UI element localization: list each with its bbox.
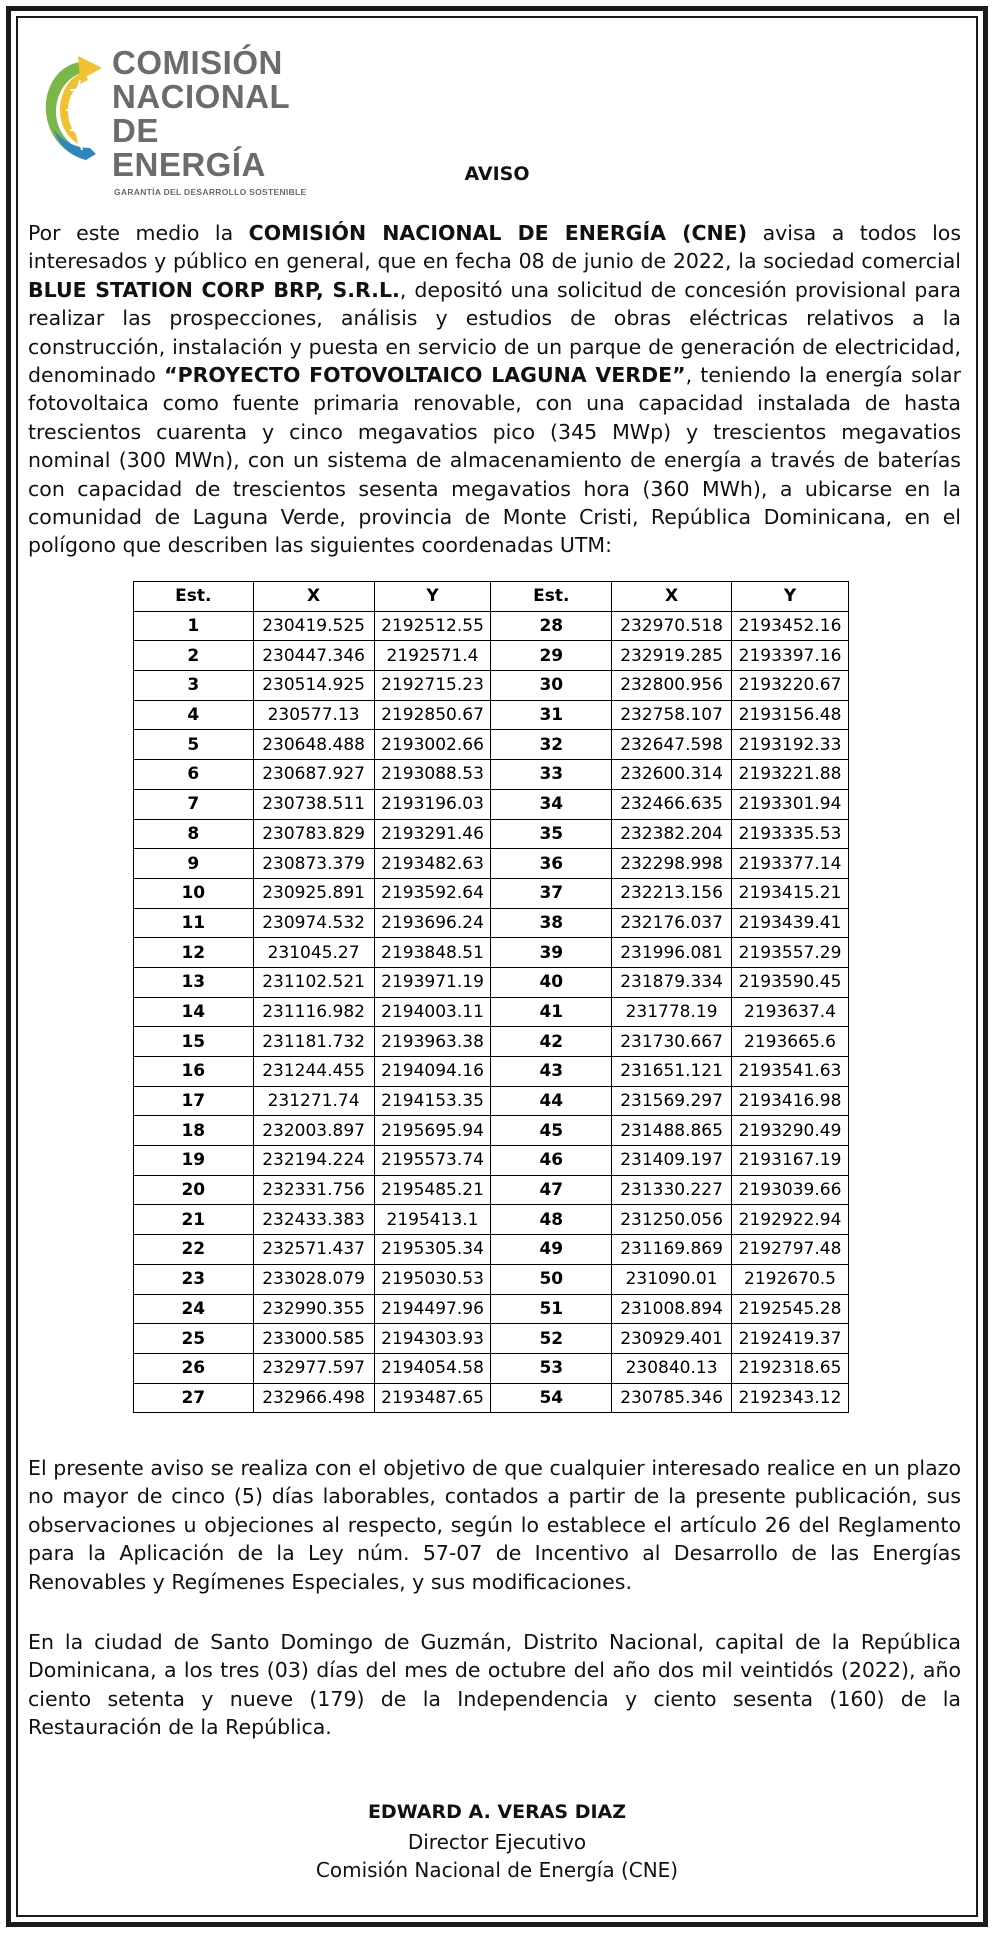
cell-y: 2195305.34 <box>374 1235 491 1265</box>
intro-bold-company: BLUE STATION CORP BRP, S.R.L. <box>28 277 400 302</box>
intro-text-4: , teniendo la energía solar fotovoltaica como fuente primaria renovable, con una capacidad instalada de hasta trescientos cuarenta y cinco megavatios pico (345 MWp) y trescientos megavatios nominal (300 MWn), con un sistema de almacenamiento de energía a través de baterías con capacidad de trescientos sesenta megavatios hora (360 MWh), a ubicarse en la comunidad de Laguna Verde, provincia de Monte Cristi, República Dominicana, en el polígono que describen las siguientes coordenadas UTM: <box>28 363 962 558</box>
cell-x: 231996.081 <box>612 938 732 968</box>
cell-est: 25 <box>134 1324 254 1354</box>
cell-est: 46 <box>491 1146 612 1176</box>
cell-est: 54 <box>491 1383 612 1413</box>
logo-line-1: COMISIÓN <box>112 44 283 81</box>
intro-bold-project: “PROYECTO FOTOVOLTAICO LAGUNA VERDE” <box>164 363 686 388</box>
cell-x: 232433.383 <box>253 1205 374 1235</box>
coordinates-table <box>133 581 849 1413</box>
cell-y: 2192343.12 <box>732 1383 849 1413</box>
intro-text-1: Por este medio la <box>28 221 249 245</box>
cell-est: 13 <box>134 967 254 997</box>
deadline-paragraph: El presente aviso se realiza con el objetivo de que cualquier interesado realice en un plazo no mayor de cinco (5) días laborables, contados a partir de la presente publicación, sus observaciones u objeciones al respecto, según lo establece el artículo 26 del Reglamento para la Aplicación de la Ley núm. 57-07 de Incentivo al Desarrollo de las Energías Renovables y Regímenes Especiales, y sus modificaciones. <box>28 1456 961 1594</box>
table-row <box>134 1057 849 1087</box>
cell-x: 232647.598 <box>612 730 732 760</box>
cell-x: 231409.197 <box>612 1146 732 1176</box>
cell-est: 2 <box>134 641 254 671</box>
cell-x: 231244.455 <box>253 1057 374 1087</box>
cell-y: 2193541.63 <box>732 1057 849 1087</box>
cell-est: 33 <box>491 760 612 790</box>
table-row <box>134 1235 849 1265</box>
cell-y: 2193971.19 <box>374 967 491 997</box>
cell-y: 2193963.38 <box>374 1027 491 1057</box>
cell-x: 232003.897 <box>253 1116 374 1146</box>
cell-est: 18 <box>134 1116 254 1146</box>
cell-y: 2192797.48 <box>732 1235 849 1265</box>
cell-est: 6 <box>134 760 254 790</box>
cell-y: 2193696.24 <box>374 908 491 938</box>
header-y: Y <box>374 582 491 612</box>
cell-x: 231778.19 <box>612 997 732 1027</box>
cell-y: 2193848.51 <box>374 938 491 968</box>
cell-y: 2193156.48 <box>732 700 849 730</box>
cell-est: 26 <box>134 1353 254 1383</box>
intro-text-2: avisa a todos los interesados y público en general, que en fecha 08 de junio de 2022, la sociedad comercial <box>28 221 961 274</box>
cell-x: 231250.056 <box>612 1205 732 1235</box>
cell-x: 232977.597 <box>253 1353 374 1383</box>
cell-x: 231102.521 <box>253 967 374 997</box>
cell-y: 2193301.94 <box>732 789 849 819</box>
cell-y: 2194153.35 <box>374 1086 491 1116</box>
cell-x: 232213.156 <box>612 878 732 908</box>
cell-y: 2194054.58 <box>374 1353 491 1383</box>
intro-paragraph <box>28 219 961 560</box>
cell-est: 28 <box>491 611 612 641</box>
header-est: Est. <box>491 582 612 612</box>
logo-line-3: ENERGÍA <box>112 146 266 183</box>
signatory-name: EDWARD A. VERAS DIAZ <box>367 1801 627 1823</box>
table-row <box>134 1264 849 1294</box>
cell-est: 53 <box>491 1353 612 1383</box>
cell-x: 231488.865 <box>612 1116 732 1146</box>
table-row <box>134 1027 849 1057</box>
header-x: X <box>612 582 732 612</box>
cell-est: 1 <box>134 611 254 641</box>
cell-est: 23 <box>134 1264 254 1294</box>
cell-y: 2193291.46 <box>374 819 491 849</box>
table-row <box>134 1146 849 1176</box>
cell-est: 7 <box>134 789 254 819</box>
cell-est: 19 <box>134 1146 254 1176</box>
cell-est: 29 <box>491 641 612 671</box>
cell-est: 36 <box>491 849 612 879</box>
cell-est: 37 <box>491 878 612 908</box>
cell-y: 2195573.74 <box>374 1146 491 1176</box>
cell-est: 31 <box>491 700 612 730</box>
logo-line-2: NACIONAL DE <box>112 78 290 149</box>
cell-x: 232466.635 <box>612 789 732 819</box>
cell-x: 232758.107 <box>612 700 732 730</box>
cell-est: 17 <box>134 1086 254 1116</box>
cell-est: 40 <box>491 967 612 997</box>
cell-x: 233000.585 <box>253 1324 374 1354</box>
table-row <box>134 1294 849 1324</box>
cell-x: 232990.355 <box>253 1294 374 1324</box>
cell-y: 2194303.93 <box>374 1324 491 1354</box>
cell-y: 2192715.23 <box>374 671 491 701</box>
cell-est: 12 <box>134 938 254 968</box>
cell-x: 230929.401 <box>612 1324 732 1354</box>
table-row <box>134 671 849 701</box>
globe-arrow-icon <box>40 50 114 168</box>
cne-logo <box>40 44 340 197</box>
cell-est: 22 <box>134 1235 254 1265</box>
header-est: Est. <box>134 582 254 612</box>
cell-y: 2192922.94 <box>732 1205 849 1235</box>
cell-y: 2193590.45 <box>732 967 849 997</box>
table-row <box>134 967 849 997</box>
cell-x: 230687.927 <box>253 760 374 790</box>
cell-est: 49 <box>491 1235 612 1265</box>
cell-x: 232298.998 <box>612 849 732 879</box>
table-row <box>134 1175 849 1205</box>
cell-est: 42 <box>491 1027 612 1057</box>
cell-est: 16 <box>134 1057 254 1087</box>
cell-y: 2193487.65 <box>374 1383 491 1413</box>
signatory-role: Director Ejecutivo <box>407 1830 587 1854</box>
cell-est: 5 <box>134 730 254 760</box>
cell-x: 231569.297 <box>612 1086 732 1116</box>
table-row <box>134 1086 849 1116</box>
cell-y: 2193592.64 <box>374 878 491 908</box>
cell-est: 51 <box>491 1294 612 1324</box>
table-header-row <box>134 582 849 612</box>
cell-x: 231116.982 <box>253 997 374 1027</box>
table-row <box>134 819 849 849</box>
cell-y: 2193290.49 <box>732 1116 849 1146</box>
cell-x: 231090.01 <box>612 1264 732 1294</box>
cell-x: 232966.498 <box>253 1383 374 1413</box>
cell-x: 232970.518 <box>612 611 732 641</box>
cell-y: 2192670.5 <box>732 1264 849 1294</box>
cell-y: 2194497.96 <box>374 1294 491 1324</box>
intro-text-3: , depositó una solicitud de concesión provisional para realizar las prospecciones, análisis y estudios de obras eléctricas relativos a la construcción, instalación y puesta en servicio de un parque de generación de electricidad, denominado <box>28 277 961 388</box>
header-y: Y <box>732 582 849 612</box>
notice-title: AVISO <box>464 163 530 185</box>
cell-x: 230840.13 <box>612 1353 732 1383</box>
cell-x: 230648.488 <box>253 730 374 760</box>
cell-y: 2193221.88 <box>732 760 849 790</box>
cell-x: 231271.74 <box>253 1086 374 1116</box>
cell-y: 2193415.21 <box>732 878 849 908</box>
cell-est: 15 <box>134 1027 254 1057</box>
table-row <box>134 997 849 1027</box>
cell-x: 231181.732 <box>253 1027 374 1057</box>
cell-y: 2192571.4 <box>374 641 491 671</box>
cell-est: 48 <box>491 1205 612 1235</box>
cell-y: 2192545.28 <box>732 1294 849 1324</box>
table-row <box>134 1116 849 1146</box>
cell-x: 230577.13 <box>253 700 374 730</box>
cell-est: 45 <box>491 1116 612 1146</box>
cell-x: 230974.532 <box>253 908 374 938</box>
table-row <box>134 878 849 908</box>
cell-est: 9 <box>134 849 254 879</box>
intro-bold-cne: COMISIÓN NACIONAL DE ENERGÍA (CNE) <box>248 221 748 245</box>
cell-x: 231169.869 <box>612 1235 732 1265</box>
cell-y: 2193637.4 <box>732 997 849 1027</box>
cell-x: 231651.121 <box>612 1057 732 1087</box>
cell-est: 8 <box>134 819 254 849</box>
table-row <box>134 849 849 879</box>
cell-y: 2193377.14 <box>732 849 849 879</box>
table-row <box>134 611 849 641</box>
cell-est: 30 <box>491 671 612 701</box>
cell-y: 2194094.16 <box>374 1057 491 1087</box>
cell-x: 230925.891 <box>253 878 374 908</box>
table-row <box>134 1324 849 1354</box>
cell-y: 2193039.66 <box>732 1175 849 1205</box>
cell-est: 39 <box>491 938 612 968</box>
cell-est: 3 <box>134 671 254 701</box>
cell-x: 230447.346 <box>253 641 374 671</box>
cell-y: 2193665.6 <box>732 1027 849 1057</box>
cell-est: 41 <box>491 997 612 1027</box>
cell-x: 230783.829 <box>253 819 374 849</box>
cell-est: 4 <box>134 700 254 730</box>
cell-y: 2193416.98 <box>732 1086 849 1116</box>
cell-y: 2192512.55 <box>374 611 491 641</box>
table-body <box>134 611 849 1413</box>
cell-x: 231330.227 <box>612 1175 732 1205</box>
cell-est: 38 <box>491 908 612 938</box>
cell-est: 43 <box>491 1057 612 1087</box>
cell-est: 47 <box>491 1175 612 1205</box>
cell-est: 34 <box>491 789 612 819</box>
cell-x: 232600.314 <box>612 760 732 790</box>
cell-x: 232571.437 <box>253 1235 374 1265</box>
cell-x: 230738.511 <box>253 789 374 819</box>
cell-x: 231045.27 <box>253 938 374 968</box>
table-row <box>134 700 849 730</box>
table-row <box>134 1205 849 1235</box>
cell-x: 232194.224 <box>253 1146 374 1176</box>
table-row <box>134 641 849 671</box>
cell-x: 232176.037 <box>612 908 732 938</box>
cell-y: 2193452.16 <box>732 611 849 641</box>
cell-y: 2194003.11 <box>374 997 491 1027</box>
cell-x: 231879.334 <box>612 967 732 997</box>
table-row <box>134 938 849 968</box>
cell-x: 230873.379 <box>253 849 374 879</box>
header-x: X <box>253 582 374 612</box>
table-row <box>134 730 849 760</box>
cell-est: 50 <box>491 1264 612 1294</box>
cell-x: 230419.525 <box>253 611 374 641</box>
cell-y: 2193002.66 <box>374 730 491 760</box>
cell-y: 2193335.53 <box>732 819 849 849</box>
cell-y: 2193088.53 <box>374 760 491 790</box>
cell-x: 231730.667 <box>612 1027 732 1057</box>
table-row <box>134 1383 849 1413</box>
cell-y: 2193167.19 <box>732 1146 849 1176</box>
cell-est: 14 <box>134 997 254 1027</box>
cell-y: 2193192.33 <box>732 730 849 760</box>
cell-x: 230785.346 <box>612 1383 732 1413</box>
cell-y: 2195485.21 <box>374 1175 491 1205</box>
cell-est: 52 <box>491 1324 612 1354</box>
cell-y: 2195030.53 <box>374 1264 491 1294</box>
cell-x: 232800.956 <box>612 671 732 701</box>
cell-y: 2193196.03 <box>374 789 491 819</box>
cell-est: 44 <box>491 1086 612 1116</box>
logo-tagline: GARANTÍA DEL DESARROLLO SOSTENIBLE <box>114 187 307 197</box>
table-row <box>134 908 849 938</box>
cell-y: 2193220.67 <box>732 671 849 701</box>
cell-y: 2193482.63 <box>374 849 491 879</box>
cell-est: 27 <box>134 1383 254 1413</box>
cell-est: 20 <box>134 1175 254 1205</box>
table-row <box>134 1353 849 1383</box>
cell-est: 21 <box>134 1205 254 1235</box>
cell-y: 2193439.41 <box>732 908 849 938</box>
cell-y: 2192318.65 <box>732 1353 849 1383</box>
signatory-org: Comisión Nacional de Energía (CNE) <box>315 1858 679 1882</box>
cell-y: 2195695.94 <box>374 1116 491 1146</box>
table-row <box>134 760 849 790</box>
cell-x: 233028.079 <box>253 1264 374 1294</box>
cell-est: 32 <box>491 730 612 760</box>
cell-x: 232331.756 <box>253 1175 374 1205</box>
cell-y: 2192419.37 <box>732 1324 849 1354</box>
cell-est: 24 <box>134 1294 254 1324</box>
cell-y: 2192850.67 <box>374 700 491 730</box>
cell-est: 35 <box>491 819 612 849</box>
cell-est: 11 <box>134 908 254 938</box>
cell-y: 2193557.29 <box>732 938 849 968</box>
cell-y: 2195413.1 <box>374 1205 491 1235</box>
cell-y: 2193397.16 <box>732 641 849 671</box>
date-paragraph: En la ciudad de Santo Domingo de Guzmán, Distrito Nacional, capital de la República Dominicana, a los tres (03) días del mes de octubre del año dos mil veintidós (2022), año ciento setenta y nueve (179) de la Independencia y ciento sesenta (160) de la Restauración de la República. <box>28 1630 961 1740</box>
cell-x: 232919.285 <box>612 641 732 671</box>
cell-x: 231008.894 <box>612 1294 732 1324</box>
table-row <box>134 789 849 819</box>
cell-est: 10 <box>134 878 254 908</box>
cell-x: 232382.204 <box>612 819 732 849</box>
cell-x: 230514.925 <box>253 671 374 701</box>
